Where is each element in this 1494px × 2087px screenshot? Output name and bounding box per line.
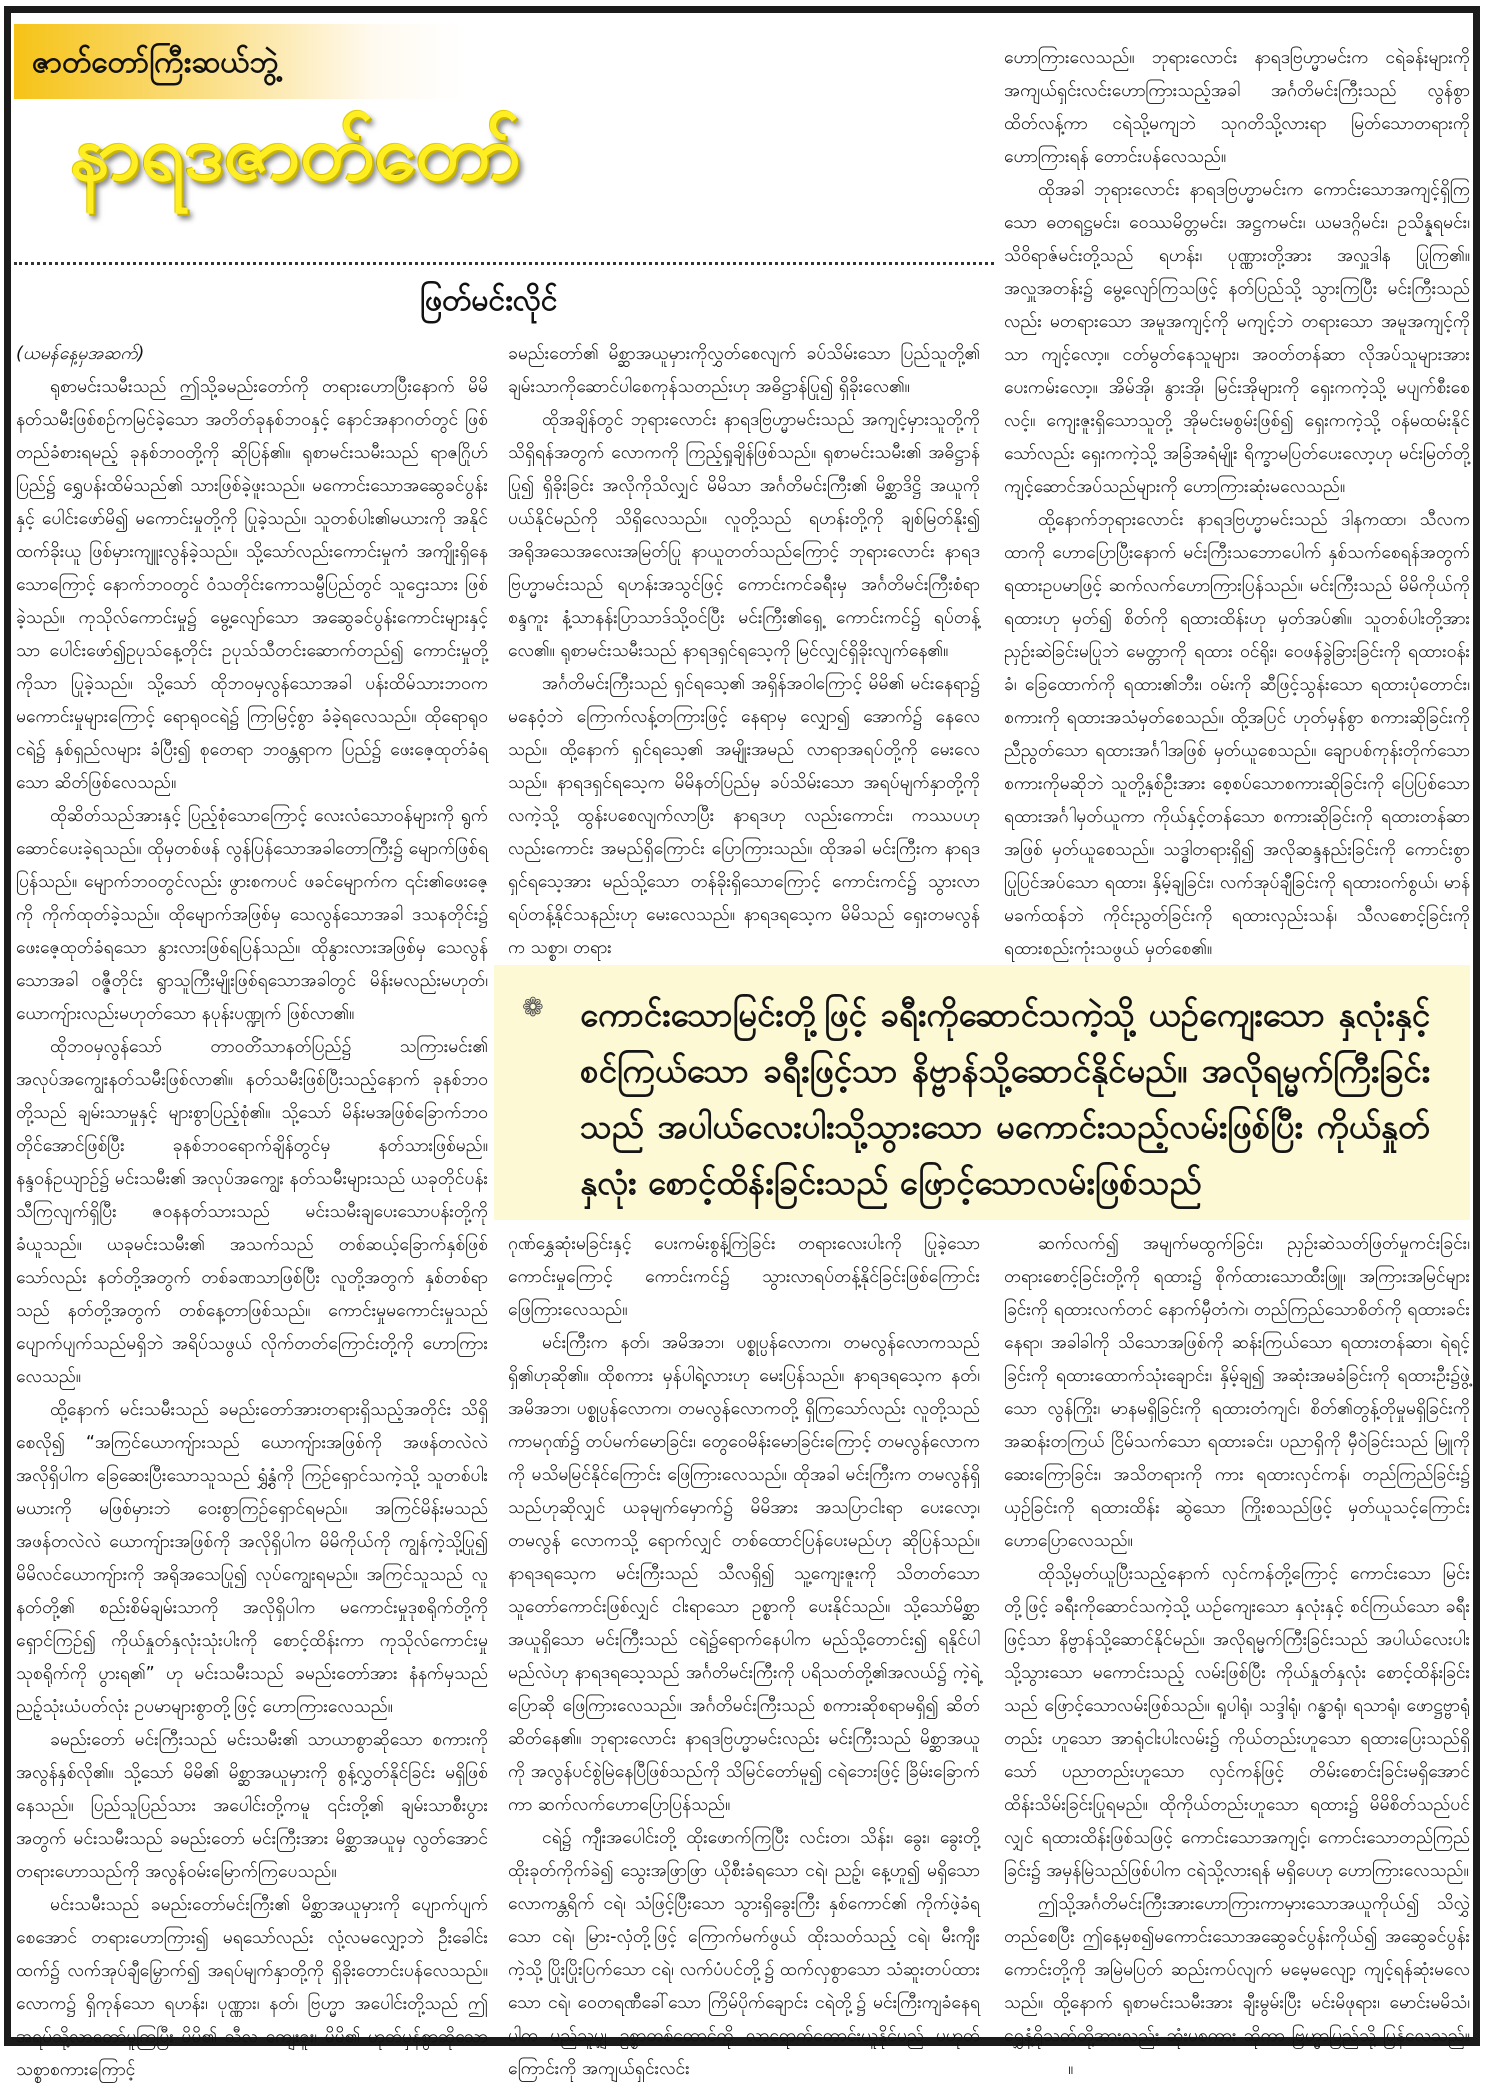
paragraph: ထိုသို့မှတ်ယူပြီးသည့်နောက် လှင်ကန်တို့ကြောင့် ကောင်းသော မြင်းတို့ဖြင့် ခရီးကိုဆောင်သကဲ့သို့ ယဉ်ကျေးသော နှလုံးနှင့် စင်ကြယ်သော ခရီးဖြင့်သာ နိဗ္ဗာန်သို့ဆောင်နိုင်မည်။ အလိုရမ္မက်ကြီးခြင်းသည် အပါယ်လေးပါးသို့သွားသော မကောင်းသည့် လမ်းဖြစ်ပြီး ကိုယ်နှုတ်နှလုံး စောင့်ထိန်းခြင်းသည် ဖြောင့်သောလမ်းဖြစ်သည်။ ရူပါရုံ၊ သဒ္ဒါရုံ၊ ဂန္ဓာရုံ၊ ရသာရုံ၊ ဖောဋ္ဌဗ္ဗာရုံတည်း ဟူသော အာရုံငါးပါးလမ်း၌ ကိုယ်တည်းဟူသော ရထားပြေးသည်ရှိသော် ပညာတည်းဟူသော လှင်ကန်ဖြင့် တိမ်းစောင်းခြင်းမရှိအောင် ထိန်းသိမ်းခြင်းပြုရမည်။ ထိုကိုယ်တည်းဟူသော ရထား၌ မိမိစိတ်သည်ပင်လျှင် ရထားထိန်းဖြစ်သဖြင့် ကောင်းသောအကျင့်၊ ကောင်းသောတည်ကြည်ခြင်း၌ အမှန်မြဲသည်ဖြစ်ပါက ငရဲသို့လားရန် မရှိပေဟု ဟောကြားလေသည်။ (1004, 1564, 1470, 1881)
paragraph: ထိုဆိတ်သည်အားနှင့် ပြည့်စုံသောကြောင့် လေးလံသောဝန်များကို ရွက်ဆောင်ပေးခဲ့ရသည်။ ထိုမှတစ်ဖန် လွန်ပြန်သောအခါတောကြီး၌ မျောက်ဖြစ်ရပြန်သည်။ မျောက်ဘဝတွင်လည်း ဖွားစကပင် ဖခင်မျောက်က ၎င်း၏ဖေးဇေ့ကို ကိုက်ထုတ်ခဲ့သည်။ ထိုမျောက်အဖြစ်မှ သေလွန်သောအခါ ဒသနတိုင်း၌ ဖေးဇေ့ထုတ်ခံရသော နွားလားဖြစ်ရပြန်သည်။ ထိုနွားလားအဖြစ်မှ သေလွန်သောအခါ ဝဇ္ဇီတိုင်း ရွာသူကြီးမျိုးဖြစ်ရသောအခါတွင် မိန်းမလည်းမဟုတ်၊ ယောကျ်ားလည်းမဟုတ်သော နပုန်းပဏ္ဍုက် ဖြစ်လာ၏။ (16, 806, 488, 1024)
end-mark: ။ (1068, 2059, 1074, 2079)
column-right-lower (1004, 1228, 1470, 2086)
paragraph (1004, 1888, 1470, 2086)
paragraph: ခမည်းတော်၏ မိစ္ဆာအယူမှားကိုလွှတ်စေလျက် ခပ်သိမ်းသော ပြည်သူတို့၏ ချမ်းသာကိုဆောင်ပါစေကုန်သတည်းဟု အဓိဋ္ဌာန်ပြု၍ ရှိခိုးလေ၏။ (508, 344, 980, 397)
paragraph: ထို့နောက် မင်းသမီးသည် ခမည်းတော်အားတရားရှိသည့်အတိုင်း သိရှိစေလို၍ “အကြင်ယောကျ်ားသည် ယောကျ်ားအဖြစ်ကို အဖန်တလဲလဲ အလိုရှိပါက ခြေဆေးပြီးသောသူသည် ရွှံ့နွံကို ကြဉ်ရှောင်သကဲ့သို့ သူတစ်ပါးမယားကို မဖြစ်မှားဘဲ ဝေးစွာကြဉ်ရှောင်ရမည်။ အကြင်မိန်းမသည် အဖန်တလဲလဲ ယောကျ်ားအဖြစ်ကို အလိုရှိပါက မိမိကိုယ်ကို ကျွန်ကဲ့သို့ပြု၍ မိမိလင်ယောကျ်ားကို အရိုအသေပြု၍ လုပ်ကျွေးရမည်။ အကြင်သူသည် လူနတ်တို့၏ စည်းစိမ်ချမ်းသာကို အလိုရှိပါက မကောင်းမှုဒုစရိုက်တို့ကို ရှောင်ကြဉ်၍ ကိုယ်နှုတ်နှလုံးသုံးပါးကို စောင့်ထိန်းကာ ကုသိုလ်ကောင်းမှု သုစရိုက်ကို ပွားရ၏” ဟု မင်းသမီးသည် ခမည်းတော်အား နံနက်မှသည် ညဉ့်သုံးယံပတ်လုံး ဥပမာများစွာတို့ဖြင့် ဟောကြားလေသည်။ (16, 1400, 488, 1717)
column-middle-lower (508, 1228, 980, 2086)
column-middle (508, 338, 980, 965)
paragraph: အင်္ဂတိမင်းကြီးသည် ရှင်ရသေ့၏ အရှိန်အဝါကြောင့် မိမိ၏ မင်းနေရာ၌ မနေဝံ့ဘဲ ကြောက်လန့်တကြားဖြင့် နေရာမှ လျှော၍ အောက်၌ နေလေသည်။ ထို့နောက် ရှင်ရသေ့၏ အမျိုးအမည် လာရာအရပ်တို့ကို မေးလေသည်။ နာရဒရှင်ရသေ့က မိမိနတ်ပြည်မှ ခပ်သိမ်းသော အရပ်မျက်နှာတို့ကို လကဲ့သို့ ထွန်းပစေလျက်လာပြီး နာရဒဟု လည်းကောင်း၊ ကဿပဟုလည်းကောင်း အမည်ရှိကြောင်း ပြောကြားသည်။ ထိုအခါ မင်းကြီးက နာရဒရှင်ရသေ့အား မည်သို့သော တန်ခိုးရှိသောကြောင့် ကောင်းကင်၌ သွားလာရပ်တန့်နိုင်သနည်းဟု မေးလေသည်။ နာရဒရသေ့က မိမိသည် ရှေးတမလွန်က သစ္စာ၊ တရား (508, 674, 980, 958)
flower-bullet-icon: ❁ (522, 993, 544, 1023)
pull-quote-box (494, 965, 1470, 1220)
paragraph-text: ဤသို့အင်္ဂတိမင်းကြီးအားဟောကြားကာမှားသောအယူကိုယ်၍ သိလွှဲတည်စေပြီး ဤနေ့မှစ၍မကောင်းသောအဆွေခင်ပွန်းကိုယ်၍ အဆွေခင်ပွန်းကောင်းတို့ကို အမြဲမပြတ် ဆည်းကပ်လျက် မမေ့မလျော့ ကျင့်ရန်ဆုံးမလေသည်။ ထို့နောက် ရုစာမင်းသမီးအား ချီးမွမ်းပြီး မင်းမိဖုရား၊ မောင်းမမိသံ၊ ရွှေနံ့ရိုသတ်တို့အားလည်း ဆုံးမစကား ဆိုကာ ဗြဟ္မာပြည်သို့ ပြန်လေသည်။ (1004, 1894, 1470, 2046)
series-label: ဇာတ်တော်ကြီးဆယ်ဘွဲ့ (32, 45, 279, 80)
paragraph: ထိုအချိန်တွင် ဘုရားလောင်း နာရဒဗြဟ္မာမင်းသည် အကျင့်မှားသူတို့ကို သိရှိရန်အတွက် လောကကို ကြည့်ရှုချိန်ဖြစ်သည်။ ရုစာမင်းသမီး၏ အဓိဋ္ဌာန်ပြု၍ ရှိခိုးခြင်း အလိုကိုသိလျှင် မိမိသာ အင်္ဂတိမင်းကြီး၏ မိစ္ဆာဒိဋ္ဌိ အယူကို ပယ်နိုင်မည်ကို သိရှိလေသည်။ လူတို့သည် ရဟန်းတို့ကို ချစ်မြတ်နိုး၍ အရိုအသေအလေးအမြတ်ပြု နာယူတတ်သည်ကြောင့် ဘုရားလောင်း နာရဒဗြဟ္မာမင်းသည် ရဟန်းအသွင်ဖြင့် ကောင်းကင်ခရီးမှ အင်္ဂတိမင်းကြီးစံရာ စန္ဒကူး နံ့သာနန်းပြာသာဒ်သို့ဝင်ပြီး မင်းကြီး၏ရှေ့ ကောင်းကင်၌ ရပ်တန့်လေ၏။ ရုစာမင်းသမီးသည် နာရဒရှင်ရသေ့ကို မြင်လျှင်ရှိခိုးလျက်နေ၏။ (508, 410, 980, 661)
author-byline: ဖြတ်မင်းလိုင် (420, 283, 558, 318)
paragraph: ထိုဘဝမှလွန်သော် တာဝတိံသာနတ်ပြည်၌ သကြားမင်း၏ အလုပ်အကျွေးနတ်သမီးဖြစ်လာ၏။ နတ်သမီးဖြစ်ပြီးသည့်နောက် ခုနစ်ဘဝတို့သည် ချမ်းသာမှုနှင့် များစွာပြည့်စုံ၏။ သို့သော် မိန်းမအဖြစ်ခြောက်ဘဝတိုင်အောင်ဖြစ်ပြီး ခုနစ်ဘဝရောက်ချိန်တွင်မှ နတ်သားဖြစ်မည်။ နန္ဒဝန်ဥယျာဉ်၌ မင်းသမီး၏ အလုပ်အကျွေး နတ်သမီးများသည် ယခုတိုင်ပန်းသီကြလျက်ရှိပြီး ဇဝနနတ်သားသည် မင်းသမီးချပေးသောပန်းတို့ကို ခံယူသည်။ ယခုမင်းသမီး၏ အသက်သည် တစ်ဆယ့်ခြောက်နှစ်ဖြစ်သော်လည်း နတ်တို့အတွက် တစ်ခဏသာဖြစ်ပြီး လူတို့အတွက် နှစ်တစ်ရာသည် နတ်တို့အတွက် တစ်နေ့တာဖြစ်သည်။ ကောင်းမှုမကောင်းမှုသည် ပျောက်ပျက်သည်မရှိဘဲ အရိပ်သဖွယ် လိုက်တတ်ကြောင်းတို့ကို ဟောကြားလေသည်။ (16, 1037, 488, 1387)
article-title: နာရဒဇာတ်တော် (70, 108, 521, 197)
paragraph: ငရဲ၌ ကျီးအပေါင်းတို့ ထိုးဖောက်ကြပြီး လင်းတ၊ သိန်း၊ ခွေး၊ ခွေးတို့ ထိုးခုတ်ကိုက်ခဲ၍ သွေးအဖြာဖြာ ယိုစီးခံရသော ငရဲ၊ ညဉ့်၊ နေ့ဟူ၍ မရှိသောလောကန္တရိက် ငရဲ၊ သံဖြင့်ပြီးသော သွားရှိခွေးကြီး နှစ်ကောင်၏ ကိုက်ဖဲ့ခံရသော ငရဲ၊ မြား-လှံတို့ဖြင့် ကြောက်မက်ဖွယ် ထိုးသတ်သည့် ငရဲ၊ မီးကျီးကဲ့သို့ ပြိုးပြိုးပြက်သော ငရဲ၊ လက်ပံပင်တို့၌ ထက်လှစွာသော သံဆူးတပ်ထားသော ငရဲ၊ ဝေတရဏီခေါ်သော ကြိမ်ပိုက်ချောင်း ငရဲတို့၌ မင်းကြီးကျခံနေရပါက မည်သူမျှ ဥစ္စာတစ်ထောင်ကို လာရောက်တောင်းယူနိုင်မည် မဟုတ်ကြောင်းကို အကျယ်ရှင်းလင်း (508, 1828, 980, 2079)
column-right (1004, 42, 1470, 966)
paragraph: ထို့နောက်ဘုရားလောင်း နာရဒဗြဟ္မာမင်းသည် ဒါနကထာ၊ သီလကထာကို ဟောပြောပြီးနောက် မင်းကြီးသဘောပေါက် နှစ်သက်စေရန်အတွက် ရထားဥပမာဖြင့် ဆက်လက်ဟောကြားပြန်သည်။ မင်းကြီးသည် မိမိကိုယ်ကို ရထားဟု မှတ်၍ စိတ်ကို ရထားထိန်းဟု မှတ်အပ်၏။ သူတစ်ပါးတို့အား ညှဉ်းဆဲခြင်းမပြုဘဲ မေတ္တာကို ရထား ဝင်ရိုး၊ ဝေဖန်ခွဲခြားခြင်းကို ရထားဝန်းခံ၊ ခြေထောက်ကို ရထား၏ဘီး၊ ဝမ်းကို ဆီဖြင့်သွန်းသော ရထားပုံတောင်း၊ စကားကို ရထားအသံမှတ်စေသည်။ ထို့အပြင် ဟုတ်မှန်စွာ စကားဆိုခြင်းကို ညီညွတ်သော ရထားအင်္ဂါအဖြစ် မှတ်ယူစေသည်။ ချောပစ်ကုန်းတိုက်သော စကားကိုမဆိုဘဲ သူတို့နှစ်ဦးအား စေ့စပ်သောစကားဆိုခြင်းကို ပြေပြစ်သော ရထားအင်္ဂါမှတ်ယူကာ ကိုယ်နှင့်တန်သော စကားဆိုခြင်းကို ရထားတန်ဆာအဖြစ် မှတ်ယူစေသည်။ သဒ္ဓါတရားရှိ၍ အလိုဆန္ဒနည်းခြင်းကို ကောင်းစွာပြုပြင်အပ်သော ရထား၊ နှိမ့်ချခြင်း၊ လက်အုပ်ချီခြင်းကို ရထားဝက်စွယ်၊ မာန်မခက်ထန်ဘဲ ကိုင်းညွတ်ခြင်းကို ရထားလှည်းသန်၊ သီလစောင့်ခြင်းကို ရထားစည်းကုံးသဖွယ် မှတ်စေ၏။ (1004, 510, 1470, 959)
series-banner (14, 24, 464, 99)
paragraph: ရုစာမင်းသမီးသည် ဤသို့ခမည်းတော်ကို တရားဟောပြီးနောက် မိမိနတ်သမီးဖြစ်စဉ်ကမြင်ခဲ့သော အတိတ်ခုနစ်ဘဝနှင့် နောင်အနာဂတ်တွင် ဖြစ်တည်ခံစားရမည့် ခုနစ်ဘဝတို့ကို ဆိုပြန်၏။ ရုစာမင်းသမီးသည် ရာဇဂြိုဟ်ပြည်၌ ရွှေပန်းထိမ်သည်၏ သားဖြစ်ခဲ့ဖူးသည်။ မကောင်းသောအဆွေခင်ပွန်းနှင့် ပေါင်းဖော်မိ၍ မကောင်းမှုတို့ကို ပြုခဲ့သည်။ သူတစ်ပါး၏မယားကို အနိုင်ထက်ခိုးယူ ဖြစ်မှားကျူးလွန်ခဲ့သည်။ သို့သော်လည်းကောင်းမှုကံ အကျိုးရှိနေသောကြောင့် နောက်ဘဝတွင် ဝံသတိုင်းကောသမ္ဗီပြည်တွင် သူဌေးသား ဖြစ်ခဲ့သည်။ ကုသိုလ်ကောင်းမှု၌ မွေ့လျော်သော အဆွေခင်ပွန်းကောင်းများနှင့်သာ ပေါင်းဖော်၍ဥပုသ်နေ့တိုင်း ဥပုသ်သီတင်းဆောက်တည်၍ ကောင်းမှုတို့ကိုသာ ပြုခဲ့သည်။ သို့သော် ထိုဘဝမှလွန်သောအခါ ပန်းထိမ်သားဘဝက မကောင်းမှုများကြောင့် ရောရုဝငရဲ၌ ကြာမြင့်စွာ ခံခဲ့ရလေသည်။ ထိုရောရုဝငရဲ၌ နှစ်ရှည်လများ ခံပြီး၍ စုတေရာ ဘဝန္တရာက ပြည်၌ ဖေးဇေ့ထုတ်ခံရသော ဆိတ်ဖြစ်လေသည်။ (16, 377, 488, 793)
pull-quote-text: ကောင်းသောမြင်းတို့ဖြင့် ခရီးကိုဆောင်သကဲ့သို့ ယဉ်ကျေးသော နှလုံးနှင့် စင်ကြယ်သော ခရီးဖြင့်သာ နိဗ္ဗာန်သို့ဆောင်နိုင်မည်။ အလိုရမ္မက်ကြီးခြင်းသည် အပါယ်လေးပါးသို့သွားသော မကောင်းသည့်လမ်းဖြစ်ပြီး ကိုယ်နှုတ်နှလုံး စောင့်ထိန်းခြင်းသည် ဖြောင့်သောလမ်းဖြစ်သည် (580, 995, 1430, 1202)
paragraph: ဂုဏ်နွှေဆုံးမခြင်းနှင့် ပေးကမ်းစွန့်ကြဲခြင်း တရားလေးပါးကို ပြုခဲ့သော ကောင်းမှုကြောင့် ကောင်းကင်၌ သွားလာရပ်တန့်နိုင်ခြင်းဖြစ်ကြောင်း ဖြေကြားလေသည်။ (508, 1234, 980, 1320)
continued-note: (ယမန်နေ့မှအဆက်) (16, 344, 145, 364)
paragraph: မင်းသမီးသည် ခမည်းတော်မင်းကြီး၏ မိစ္ဆာအယူမှားကို ပျောက်ပျက်စေအောင် တရားဟောကြား၍ မရသော်လည်း လုံ့လမလျှော့ဘဲ ဦးခေါင်းထက်၌ လက်အုပ်ချီမြှောက်၍ အရပ်မျက်နှာတို့ကို ရှိခိုးတောင်းပန်လေသည်။ လောက၌ ရှိကုန်သော ရဟန်း၊ ပုဏ္ဏား၊ နတ်၊ ဗြဟ္မာ အပေါင်းတို့သည် ဤအရပ်သို့လာတော်မူကြပြီး မိမိ၏ သီလ ကျေးဇူး၊ မိမိ၏ ဟုတ်မှန်စွာဆိုသော သစ္စာစကားကြောင့် (16, 1895, 488, 2080)
paragraph: ဆက်လက်၍ အမျက်မထွက်ခြင်း၊ ညှဉ်းဆဲသတ်ဖြတ်မှုကင်းခြင်း၊ တရားစောင့်ခြင်းတို့ကို ရထား၌ စိုက်ထားသောထီးဖြူ၊ အကြားအမြင်များခြင်းကို ရထားလက်တင် နောက်မှီတံကဲ၊ တည်ကြည်သောစိတ်ကို ရထားခင်းနေရာ၊ အခါခါကို သိသောအဖြစ်ကို ဆန်းကြယ်သော ရထားတန်ဆာ၊ ရဲရင့်ခြင်းကို ရထားထောက်သုံးချောင်း၊ နှိမ့်ချ၍ အဆုံးအမခံခြင်းကို ရထားဦး၌ဖွဲ့သော လွန်ကြိုး၊ မာနမရှိခြင်းကို ရထားတံကျင်၊ စိတ်၏တွန့်တိုမှုမရှိခြင်းကို အဆန်းတကြယ် ငြိမ်သက်သော ရထားခင်း၊ ပညာရှိကို မှီဝဲခြင်းသည် မြူကိုဆေးကြောခြင်း၊ အသိတရားကို ကား ရထားလှင်ကန်၊ တည်ကြည်ခြင်း၌ ယှဉ်ခြင်းကို ရထားထိန်း ဆွဲသော ကြိုးစသည်ဖြင့် မှတ်ယူသင့်ကြောင်း ဟောပြောလေသည်။ (1004, 1234, 1470, 1551)
column-left (16, 338, 488, 2087)
paragraph: မင်းကြီးက နတ်၊ အမိအဘ၊ ပစ္စုပ္ပန်လောက၊ တမလွန်လောကသည် ရှိ၏ဟုဆို၏။ ထိုစကား မှန်ပါရဲ့လားဟု မေးပြန်သည်။ နာရဒရသေ့က နတ်၊ အမိအဘ၊ ပစ္စုပ္ပန်လောက၊ တမလွန်လောကတို့ ရှိကြသော်လည်း လူတို့သည် ကာမဂုဏ်၌ တပ်မက်မောခြင်း၊ တွေဝေမိန်းမောခြင်းကြောင့် တမလွန်လောကကို မသိမမြင်နိုင်ကြောင်း ဖြေကြားလေသည်။ ထိုအခါ မင်းကြီးက တမလွန်ရှိသည်ဟုဆိုလျှင် ယခုမျက်မှောက်၌ မိမိအား အသပြာငါးရာ ပေးလော့၊ တမလွန် လောကသို့ ရောက်လျှင် တစ်ထောင်ပြန်ပေးမည်ဟု ဆိုပြန်သည်။ နာရဒရသေ့က မင်းကြီးသည် သီလရှိ၍ သူ့ကျေးဇူးကို သိတတ်သော သူတော်ကောင်းဖြစ်လျှင် ငါးရာသော ဥစ္စာကို ပေးနိုင်သည်။ သို့သော်မိစ္ဆာအယူရှိသော မင်းကြီးသည် ငရဲ၌ရောက်နေပါက မည်သို့တောင်း၍ ရနိုင်ပါမည်လဲဟု နာရဒရသေ့သည် အင်္ဂတိမင်းကြီးကို ပရိသတ်တို့၏အလယ်၌ ကဲ့ရဲ့ပြောဆို ဖြေကြားလေသည်။ အင်္ဂတိမင်းကြီးသည် စကားဆိုစရာမရှိ၍ ဆိတ်ဆိတ်နေ၏။ ဘုရားလောင်း နာရဒဗြဟ္မာမင်းလည်း မင်းကြီးသည် မိစ္ဆာအယူကို အလွန်ပင်စွဲမြဲနေပြီဖြစ်သည်ကို သိမြင်တော်မူ၍ ငရဲဘေးဖြင့် ခြိမ်းခြောက်ကာ ဆက်လက်ဟောပြောပြန်သည်။ (508, 1333, 980, 1815)
dotted-divider (14, 262, 994, 265)
paragraph: ခမည်းတော် မင်းကြီးသည် မင်းသမီး၏ သာယာစွာဆိုသော စကားကို အလွန်နှစ်လို၏။ သို့သော် မိမိ၏ မိစ္ဆာအယူမှားကို စွန့်လွှတ်နိုင်ခြင်း မရှိဖြစ်နေသည်။ ပြည်သူပြည်သား အပေါင်းတို့ကမူ ၎င်းတို့၏ ချမ်းသာစီးပွားအတွက် မင်းသမီးသည် ခမည်းတော် မင်းကြီးအား မိစ္ဆာအယူမှ လွတ်အောင်တရားဟောသည်ကို အလွန်ဝမ်းမြောက်ကြပေသည်။ (16, 1730, 488, 1882)
paragraph: ဟောကြားလေသည်။ ဘုရားလောင်း နာရဒဗြဟ္မာမင်းက ငရဲခန်းများကို အကျယ်ရှင်းလင်းဟောကြားသည့်အခါ အင်္ဂတိမင်းကြီးသည် လွန်စွာထိတ်လန့်ကာ ငရဲသို့မကျဘဲ သုဂတိသို့လားရာ မြတ်သောတရားကို ဟောကြားရန် တောင်းပန်လေသည်။ (1004, 48, 1470, 167)
paragraph: ထိုအခါ ဘုရားလောင်း နာရဒဗြဟ္မာမင်းက ကောင်းသောအကျင့်ရှိကြသော ဓတရဋ္ဌမင်း၊ ဝေဿမိတ္တမင်း၊ အဋ္ဌကမင်း၊ ယမဒဂ္ဂိမင်း၊ ဥသိန္နရမင်း၊ သိဝိရာဇ်မင်းတို့သည် ရဟန်း၊ ပုဏ္ဏားတို့အား အလှူဒါန ပြုကြ၏။ အလှူအတန်း၌ မွေ့လျော်ကြသဖြင့် နတ်ပြည်သို့ သွားကြပြီး မင်းကြီးသည်လည်း မတရားသော အမူအကျင့်ကို မကျင့်ဘဲ တရားသော အမူအကျင့်ကိုသာ ကျင့်လော့။ ငတ်မွတ်နေသူများ၊ အဝတ်တန်ဆာ လိုအပ်သူများအား ပေးကမ်းလော့။ အိမ်အို၊ နွားအို၊ မြင်းအိုများကို ရှေးကကဲ့သို့ မပျက်စီးစေလင့်။ ကျေးဇူးရှိသောသူတို့ အိုမင်းမစွမ်းဖြစ်၍ ရှေးကကဲ့သို့ ဝန်မထမ်းနိုင်သော်လည်း ရှေးကကဲ့သို့ အခြံအရံမျိုး ရိက္ခာမပြတ်ပေးလော့ဟု မင်းမြတ်တို့ကျင့်ဆောင်အပ်သည်များကို ဟောကြားဆုံးမလေသည်။ (1004, 180, 1470, 497)
